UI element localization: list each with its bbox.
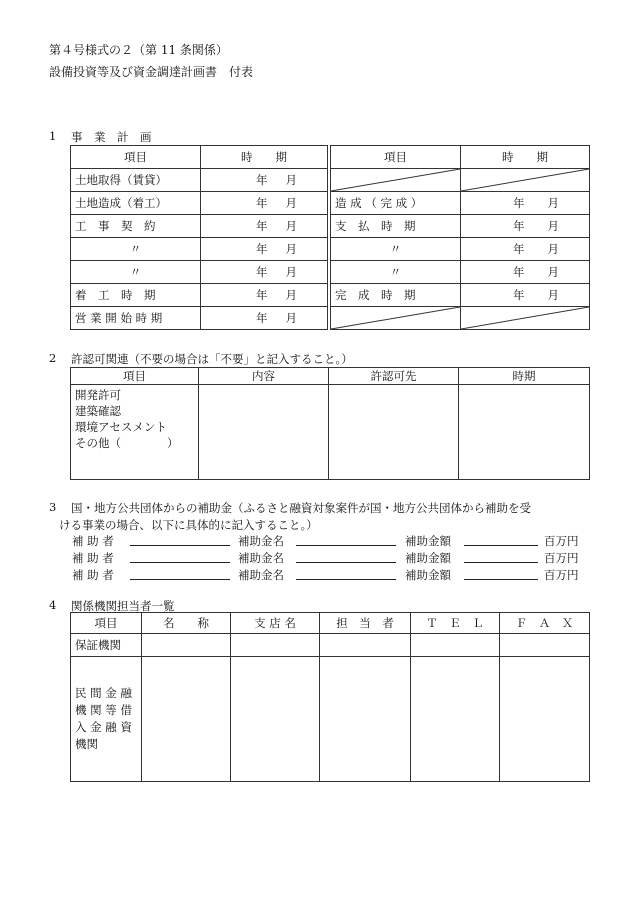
subsidy-amount-label: 補助金額 <box>405 534 451 548</box>
left-item-5: 〃 <box>71 261 201 284</box>
guarantor-tel-cell[interactable] <box>411 634 500 657</box>
permits-content-cell[interactable] <box>199 385 329 480</box>
section1-title: 事 業 計 画 <box>71 130 152 144</box>
right-date-4[interactable]: 年 月 <box>461 238 590 261</box>
section4-number: 4 <box>49 598 57 612</box>
lender-branch-cell[interactable] <box>231 657 320 782</box>
right-date-2[interactable]: 年 月 <box>461 192 590 215</box>
right-item-5: 〃 <box>331 261 461 284</box>
permits-table <box>70 367 590 480</box>
subsidy-grantor-field[interactable] <box>130 550 230 563</box>
contacts-table <box>70 612 590 782</box>
permits-period-cell[interactable] <box>459 385 590 480</box>
subsidy-grantor-label: 補 助 者 <box>72 534 114 548</box>
contacts-header-person: 担 当 者 <box>320 613 411 634</box>
permit-building: 建築確認 <box>75 404 121 418</box>
section2-number: 2 <box>49 351 57 365</box>
contacts-guarantor-label: 保証機関 <box>71 634 142 657</box>
subsidy-amount-field[interactable] <box>464 533 538 546</box>
contacts-header-item: 項目 <box>71 613 142 634</box>
left-item-4: 〃 <box>71 238 201 261</box>
permits-header-authority: 許認可先 <box>329 368 459 385</box>
subsidy-unit: 百万円 <box>544 568 579 582</box>
subsidy-name-field[interactable] <box>296 550 396 563</box>
left-date-4[interactable]: 年 月 <box>201 238 328 261</box>
form-title: 設備投資等及び資金調達計画書 付表 <box>49 65 254 79</box>
right-date-1-blank <box>461 169 590 192</box>
guarantor-fax-cell[interactable] <box>500 634 590 657</box>
left-date-7[interactable]: 年 月 <box>201 307 328 330</box>
lender-label-line3: 入 金 融 資 <box>75 720 132 734</box>
subsidy-name-field[interactable] <box>296 567 396 580</box>
subsidy-grantor-field[interactable] <box>130 567 230 580</box>
permit-development: 開発許可 <box>75 388 121 402</box>
lender-tel-cell[interactable] <box>411 657 500 782</box>
right-item-4: 〃 <box>331 238 461 261</box>
guarantor-name-cell[interactable] <box>142 634 231 657</box>
right-item-7-blank <box>331 307 461 330</box>
subsidy-unit: 百万円 <box>544 534 579 548</box>
contacts-header-name: 名 称 <box>142 613 231 634</box>
lender-label-line2: 機 関 等 借 <box>75 703 132 717</box>
permit-environment: 環境アセスメント <box>75 420 167 434</box>
lender-label-line4: 機関 <box>75 737 98 751</box>
section3-title-line1: 国・地方公共団体からの補助金（ふるさと融資対象案件が国・地方公共団体から補助を受 <box>71 501 531 515</box>
subsidy-amount-label: 補助金額 <box>405 568 451 582</box>
header-period-left: 時 期 <box>201 146 328 169</box>
left-item-1: 土地取得（賃貸） <box>71 169 201 192</box>
right-date-5[interactable]: 年 月 <box>461 261 590 284</box>
section2-title: 許認可関連（不要の場合は「不要」と記入すること。） <box>71 352 353 366</box>
right-date-7-blank <box>461 307 590 330</box>
right-date-3[interactable]: 年 月 <box>461 215 590 238</box>
left-date-2[interactable]: 年 月 <box>201 192 328 215</box>
lender-fax-cell[interactable] <box>500 657 590 782</box>
header-item-right: 項目 <box>331 146 461 169</box>
right-item-3: 支 払 時 期 <box>331 215 461 238</box>
section3-title-line2: ける事業の場合、以下に具体的に記入すること。） <box>59 518 318 532</box>
right-item-6: 完 成 時 期 <box>331 284 461 307</box>
lender-label-line1: 民 間 金 融 <box>75 686 132 700</box>
lender-person-cell[interactable] <box>320 657 411 782</box>
section3-number: 3 <box>49 500 57 514</box>
permit-other: その他（ ） <box>75 436 179 450</box>
contacts-header-fax: Ｆ Ａ Ｘ <box>500 613 590 634</box>
subsidy-grantor-label: 補 助 者 <box>72 551 114 565</box>
permits-header-item: 項目 <box>71 368 199 385</box>
subsidy-name-label: 補助金名 <box>238 551 284 565</box>
guarantor-branch-cell[interactable] <box>231 634 320 657</box>
contacts-header-tel: Ｔ Ｅ Ｌ <box>411 613 500 634</box>
subsidy-name-field[interactable] <box>296 533 396 546</box>
contacts-lender-label <box>71 657 142 782</box>
section4-title: 関係機関担当者一覧 <box>71 599 175 613</box>
permits-authority-cell[interactable] <box>329 385 459 480</box>
form-number: 第４号様式の２（第 11 条関係） <box>49 43 228 57</box>
permits-header-content: 内容 <box>199 368 329 385</box>
subsidy-grantor-label: 補 助 者 <box>72 568 114 582</box>
permits-header-period: 時期 <box>459 368 590 385</box>
left-item-7: 営 業 開 始 時 期 <box>71 307 201 330</box>
subsidy-unit: 百万円 <box>544 551 579 565</box>
right-item-2: 造 成 （ 完 成 ） <box>331 192 461 215</box>
subsidy-grantor-field[interactable] <box>130 533 230 546</box>
subsidy-name-label: 補助金名 <box>238 568 284 582</box>
left-item-2: 土地造成（着工） <box>71 192 201 215</box>
subsidy-amount-field[interactable] <box>464 567 538 580</box>
section1-number: 1 <box>49 129 57 143</box>
business-plan-table <box>70 145 590 330</box>
left-item-6: 着 工 時 期 <box>71 284 201 307</box>
subsidy-amount-label: 補助金額 <box>405 551 451 565</box>
header-item-left: 項目 <box>71 146 201 169</box>
left-date-6[interactable]: 年 月 <box>201 284 328 307</box>
right-item-1-blank <box>331 169 461 192</box>
guarantor-person-cell[interactable] <box>320 634 411 657</box>
left-date-5[interactable]: 年 月 <box>201 261 328 284</box>
permits-items-cell <box>71 385 199 480</box>
subsidy-amount-field[interactable] <box>464 550 538 563</box>
header-period-right: 時 期 <box>461 146 590 169</box>
left-item-3: 工 事 契 約 <box>71 215 201 238</box>
lender-name-cell[interactable] <box>142 657 231 782</box>
left-date-3[interactable]: 年 月 <box>201 215 328 238</box>
contacts-header-branch: 支 店 名 <box>231 613 320 634</box>
subsidy-name-label: 補助金名 <box>238 534 284 548</box>
left-date-1[interactable]: 年 月 <box>201 169 328 192</box>
right-date-6[interactable]: 年 月 <box>461 284 590 307</box>
